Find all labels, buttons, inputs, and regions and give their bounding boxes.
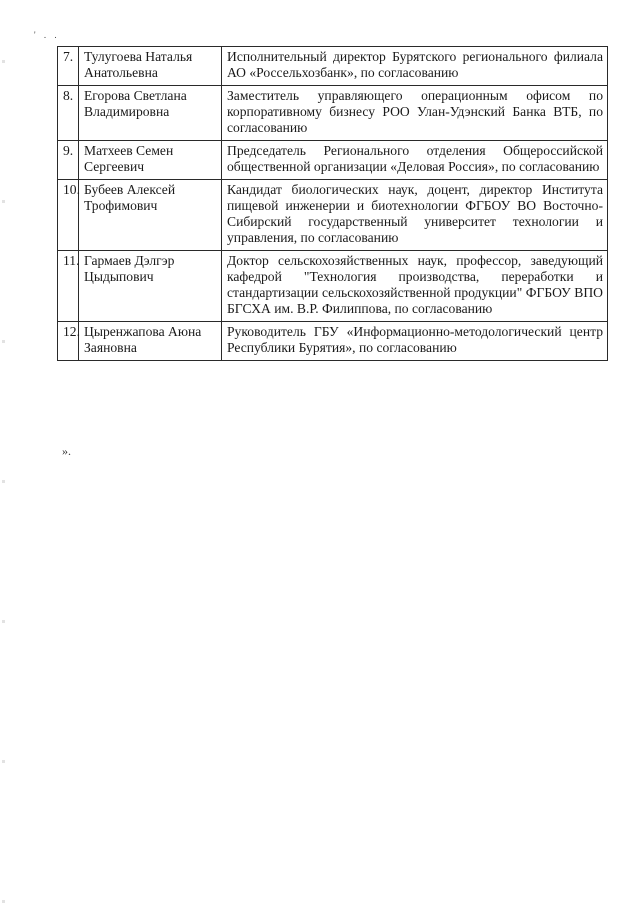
table-row — [58, 47, 608, 86]
table-row — [58, 141, 608, 180]
row-number: 11. — [58, 251, 79, 322]
member-name: Тулугоева Наталья Анатольевна — [79, 47, 222, 86]
table-row — [58, 322, 608, 361]
member-position: Руководитель ГБУ «Информационно-методологический центр Республики Бурятия», по согласованию — [222, 322, 608, 361]
member-name: Гармаев Дэлгэр Цыдыпович — [79, 251, 222, 322]
member-position: Председатель Регионального отделения Общероссийской общественной организации «Деловая Россия», по согласованию — [222, 141, 608, 180]
row-number: 9. — [58, 141, 79, 180]
table-row — [58, 86, 608, 141]
closing-quote-mark: ». — [62, 444, 71, 458]
member-name: Егорова Светлана Владимировна — [79, 86, 222, 141]
member-position: Исполнительный директор Бурятского регионального филиала АО «Россельхозбанк», по согласованию — [222, 47, 608, 86]
table-row — [58, 251, 608, 322]
member-position: Кандидат биологических наук, доцент, директор Института пищевой инженерии и биотехнологии ФГБОУ ВО Восточно-Сибирский государственный университет технологии и управления, по согласованию — [222, 180, 608, 251]
member-name: Цыренжапова Аюна Заяновна — [79, 322, 222, 361]
row-number: 8. — [58, 86, 79, 141]
table-row — [58, 180, 608, 251]
row-number: 10. — [58, 180, 79, 251]
member-name: Матхеев Семен Сергеевич — [79, 141, 222, 180]
row-number: 12. — [58, 322, 79, 361]
member-position: Доктор сельскохозяйственных наук, профессор, заведующий кафедрой "Технология производства, переработки и стандартизации сельскохозяйственной продукции" ФГБОУ ВПО БГСХА им. В.Р. Филиппова, по согласованию — [222, 251, 608, 322]
member-name: Бубеев Алексей Трофимович — [79, 180, 222, 251]
scan-edge-marks — [2, 0, 5, 905]
row-number: 7. — [58, 47, 79, 86]
members-table — [57, 46, 608, 361]
member-position: Заместитель управляющего операционным офисом по корпоративному бизнесу РОО Улан-Удэнский Банка ВТБ, по согласованию — [222, 86, 608, 141]
page-top-mark: ' . . — [34, 30, 60, 40]
